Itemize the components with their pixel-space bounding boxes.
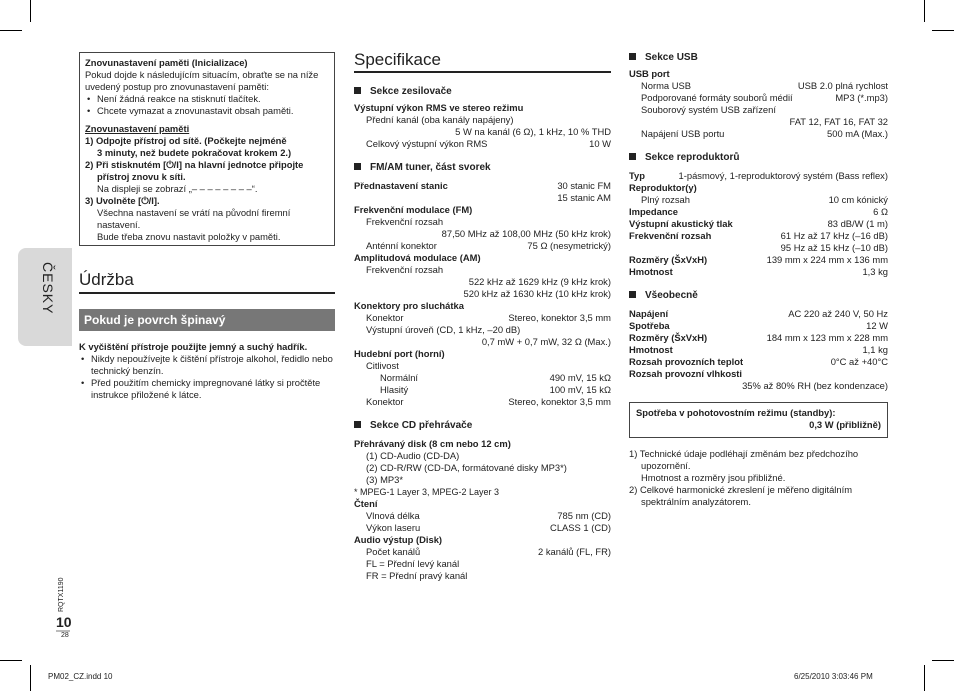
speaker-impedance-row: Impedance 6 Ω xyxy=(629,206,888,217)
speaker-full-row: Plný rozsah 10 cm kónický xyxy=(641,194,888,205)
amp-heading: Sekce zesilovače xyxy=(354,86,611,98)
speaker-spl-row: Výstupní akustický tlak 83 dB/W (1 m) xyxy=(629,218,888,229)
speaker-heading: Sekce reproduktorů xyxy=(629,152,888,164)
page-sub-number: 28 xyxy=(61,632,69,639)
spec-column-1 xyxy=(354,84,611,582)
spec-title: Specifikace xyxy=(354,50,441,69)
general-humidity-label: Rozsah provozní vlhkosti xyxy=(629,368,743,379)
tuner-am-value-2: 520 kHz až 1630 kHz (10 kHz krok) xyxy=(463,288,611,299)
reset-title: Znovunastavení paměti (Inicializace) xyxy=(85,57,248,68)
headphone-output-label: Výstupní úroveň (CD, 1 kHz, –20 dB) xyxy=(366,324,521,335)
cd-disc-3: (3) MP3* xyxy=(366,474,403,485)
music-connector-row: Konektor Stereo, konektor 3,5 mm xyxy=(366,396,611,407)
footer-date: 6/25/2010 3:03:46 PM xyxy=(794,672,873,681)
crop-mark xyxy=(932,30,954,31)
general-humidity-value: 35% až 80% RH (bez kondenzace) xyxy=(742,380,888,391)
reset-steps-title: Znovunastavení paměti xyxy=(85,123,190,134)
headphone-label: Konektory pro sluchátka xyxy=(354,300,464,311)
footer-file: PM02_CZ.indd 10 xyxy=(48,672,113,681)
note-1b: upozornění. xyxy=(641,460,691,471)
tuner-am-value-1: 522 kHz až 1629 kHz (9 kHz krok) xyxy=(468,276,611,287)
cd-wave-row: Vlnová délka 785 nm (CD) xyxy=(366,510,611,521)
crop-mark xyxy=(0,660,22,661)
cd-audio-out-label: Audio výstup (Disk) xyxy=(354,534,443,545)
note-2: 2) Celkové harmonické zkreslení je měřeno digitálním xyxy=(629,484,853,495)
usb-format-row: Podporované formáty souborů médií MP3 (*.mp3) xyxy=(641,92,888,103)
crop-mark xyxy=(924,665,925,691)
speaker-units-label: Reproduktor(y) xyxy=(629,182,697,193)
amp-total-row: Celkový výstupní výkon RMS 10 W xyxy=(366,138,611,149)
cd-fl: FL = Přední levý kanál xyxy=(366,558,460,569)
usb-norma-row: Norma USB USB 2.0 plná rychlost xyxy=(641,80,888,91)
tuner-fm-range-label: Frekvenční rozsah xyxy=(366,216,444,227)
sensitivity-label: Citlivost xyxy=(366,360,399,371)
amp-front-value: 5 W na kanál (6 Ω), 1 kHz, 10 % THD xyxy=(455,126,611,137)
headphone-output-value: 0,7 mW + 0,7 mW, 32 Ω (Max.) xyxy=(481,336,611,347)
doc-code: RQTX1190 xyxy=(58,577,65,612)
crop-mark xyxy=(0,30,22,31)
standby-value: 0,3 W (přibližně) xyxy=(809,419,881,430)
headphone-connector-row: Konektor Stereo, konektor 3,5 mm xyxy=(366,312,611,323)
amp-front-label: Přední kanál (oba kanály napájeny) xyxy=(366,114,514,125)
reset-step-2c: Na displeji se zobrazí „– – – – – – – –“. xyxy=(97,183,258,194)
crop-mark xyxy=(924,0,925,22)
speaker-mass-row: Hmotnost 1,3 kg xyxy=(629,266,888,277)
maintenance-lead: K vyčištění přístroje použijte jemný a suchý hadřík. xyxy=(79,341,308,352)
reset-step-3b: Všechna nastavení se vrátí na původní firemní nastavení. xyxy=(97,207,291,230)
reset-bullet: • Není žádná reakce na stisknutí tlačítek. xyxy=(97,93,329,105)
reset-intro: Pokud dojde k následujícím situacím, obraťte se na níže uvedený postup pro znovunastavení paměti: xyxy=(85,69,319,92)
maintenance-rule xyxy=(79,292,335,294)
tuner-preset-am: 15 stanic AM xyxy=(557,192,611,203)
tuner-fm-range-value: 87,50 MHz až 108,00 MHz (50 kHz krok) xyxy=(441,228,611,239)
spec-notes xyxy=(629,448,888,508)
usb-fs-value: FAT 12, FAT 16, FAT 32 xyxy=(789,116,888,127)
maintenance-bullet: • Před použitím chemicky impregnované látky si pročtěte instrukce přiložené k látce. xyxy=(91,377,337,401)
tuner-heading: FM/AM tuner, část svorek xyxy=(354,162,611,174)
crop-mark xyxy=(30,665,31,691)
general-temp-row: Rozsah provozních teplot 0°C až +40°C xyxy=(629,356,888,367)
usb-heading: Sekce USB xyxy=(629,52,888,64)
normal-row: Normální 490 mV, 15 kΩ xyxy=(380,372,611,383)
reset-bullet: • Chcete vymazat a znovunastavit obsah paměti. xyxy=(97,105,329,117)
reset-step-3: 3) Uvolněte [⏻/I]. xyxy=(85,195,160,206)
speaker-dim-row: Rozměry (ŠxVxH) 139 mm x 224 mm x 136 mm xyxy=(629,254,888,265)
general-consumption-row: Spotřeba 12 W xyxy=(629,320,888,331)
music-port-label: Hudební port (horní) xyxy=(354,348,445,359)
amp-rms-label: Výstupní výkon RMS ve stereo režimu xyxy=(354,102,524,113)
tuner-antenna-row: Anténní konektor 75 Ω (nesymetrický) xyxy=(366,240,611,251)
cd-channels-row: Počet kanálů 2 kanálů (FL, FR) xyxy=(366,546,611,557)
usb-port-label: USB port xyxy=(629,68,670,79)
cd-heading: Sekce CD přehrávače xyxy=(354,420,611,432)
reset-step-1b: 3 minuty, než budete pokračovat krokem 2.) xyxy=(97,147,292,158)
speaker-freq-value-2: 95 Hz až 15 kHz (–10 dB) xyxy=(780,242,888,253)
general-power-row: Napájení AC 220 až 240 V, 50 Hz xyxy=(629,308,888,319)
note-1c: Hmotnost a rozměry jsou přibližné. xyxy=(641,472,786,483)
reset-step-2: 2) Při stisknutém [⏻/I] na hlavní jednotce připojte xyxy=(85,159,304,170)
language-label: ČESKY xyxy=(40,262,56,315)
reset-step-3c: Bude třeba znovu nastavit položky v paměti. xyxy=(97,231,281,242)
cd-disc-2: (2) CD-R/RW (CD-DA, formátované disky MP3*) xyxy=(366,462,567,473)
usb-fs-label: Souborový systém USB zařízení xyxy=(641,104,776,115)
tuner-am-label: Amplitudová modulace (AM) xyxy=(354,252,481,263)
cd-footnote: * MPEG-1 Layer 3, MPEG-2 Layer 3 xyxy=(354,487,500,497)
cd-disc-1: (1) CD-Audio (CD-DA) xyxy=(366,450,460,461)
tuner-preset-row: Přednastavení stanic 30 stanic FM xyxy=(354,180,611,191)
usb-power-row: Napájení USB portu 500 mA (Max.) xyxy=(641,128,888,139)
spec-column-2 xyxy=(629,50,888,392)
maintenance-subheading: Pokud je povrch špinavý xyxy=(79,309,335,331)
cd-fr: FR = Přední pravý kanál xyxy=(366,570,468,581)
general-heading: Všeobecně xyxy=(629,290,888,302)
crop-mark xyxy=(932,660,954,661)
note-1: 1) Technické údaje podléhají změnám bez předchozího xyxy=(629,448,859,459)
reset-step-1: 1) Odpojte přístroj od sítě. (Počkejte nejméně xyxy=(85,135,287,146)
cd-laser-row: Výkon laseru CLASS 1 (CD) xyxy=(366,522,611,533)
tuner-am-range-label: Frekvenční rozsah xyxy=(366,264,444,275)
standby-label: Spotřeba v pohotovostním režimu (standby): xyxy=(636,407,836,418)
maintenance-title: Údržba xyxy=(79,270,134,289)
standby-box xyxy=(629,402,888,438)
page-number: 10 xyxy=(56,614,72,630)
loud-row: Hlasitý 100 mV, 15 kΩ xyxy=(380,384,611,395)
general-dim-row: Rozměry (ŠxVxH) 184 mm x 123 mm x 228 mm xyxy=(629,332,888,343)
maintenance-bullet: • Nikdy nepoužívejte k čištění přístroje alkohol, ředidlo nebo technický benzín. xyxy=(91,353,337,377)
note-2b: spektrálním analyzátorem. xyxy=(641,496,751,507)
cd-disc-label: Přehrávaný disk (8 cm nebo 12 cm) xyxy=(354,438,511,449)
memory-reset-box xyxy=(79,52,335,246)
crop-mark xyxy=(30,0,31,22)
spec-rule xyxy=(354,71,611,73)
reset-step-2b: přístroj znovu k síti. xyxy=(97,171,186,182)
tuner-fm-label: Frekvenční modulace (FM) xyxy=(354,204,473,215)
speaker-type-row: Typ 1-pásmový, 1-reproduktorový systém (Bass reflex) xyxy=(629,170,888,181)
speaker-freq-row: Frekvenční rozsah 61 Hz až 17 kHz (–16 dB) xyxy=(629,230,888,241)
general-mass-row: Hmotnost 1,1 kg xyxy=(629,344,888,355)
cd-read-label: Čtení xyxy=(354,498,378,509)
